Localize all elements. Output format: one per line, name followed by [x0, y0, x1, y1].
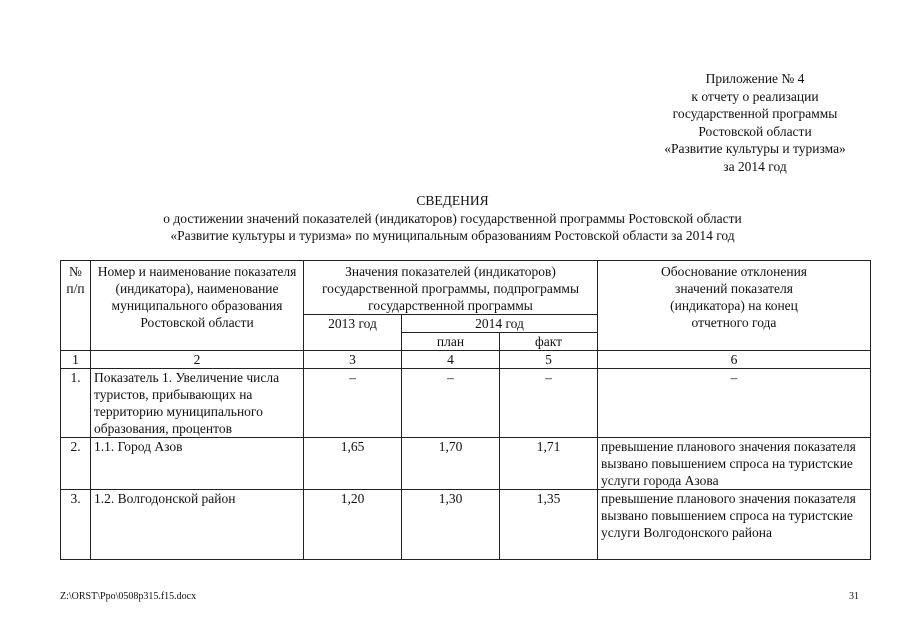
header-values: Значения показателей (индикаторов) государственной программы, подпрограммы государственной программы [304, 261, 598, 315]
indicators-table [60, 260, 871, 560]
footer-file-path: Z:\ORST\Ppo\0508p315.f15.docx [60, 591, 197, 602]
row-num: 2. [61, 438, 91, 490]
column-number-row [61, 351, 871, 369]
appendix-block [620, 70, 890, 176]
row-plan: 1,30 [402, 490, 500, 560]
table-header-row [61, 261, 871, 315]
row-reason: – [598, 369, 871, 438]
header-plan: план [402, 333, 500, 351]
row-name: 1.2. Волгодонской район [91, 490, 304, 560]
header-name: Номер и наименование показателя (индикатора), наименование муниципального образования Ростовской области [91, 261, 304, 351]
row-num: 1. [61, 369, 91, 438]
row-fact: – [500, 369, 598, 438]
row-plan: 1,70 [402, 438, 500, 490]
heading-line-2: «Развитие культуры и туризма» по муниципальным образованиям Ростовской области за 2014 год [170, 228, 735, 244]
heading-line-1: о достижении значений показателей (индикаторов) государственной программы Ростовской области [163, 210, 742, 226]
header-reason: Обоснование отклонения значений показателя (индикатора) на конец отчетного года [598, 261, 871, 351]
column-number: 6 [598, 351, 871, 369]
table-row [61, 369, 871, 438]
document-heading [0, 192, 905, 245]
header-2014: 2014 год [402, 315, 598, 333]
row-2013: – [304, 369, 402, 438]
row-fact: 1,71 [500, 438, 598, 490]
row-name: 1.1. Город Азов [91, 438, 304, 490]
row-plan: – [402, 369, 500, 438]
row-reason: превышение планового значения показателя вызвано повышением спроса на туристские услуги Волгодонского района [598, 490, 871, 560]
appendix-line: за 2014 год [723, 158, 787, 174]
column-number: 4 [402, 351, 500, 369]
column-number: 1 [61, 351, 91, 369]
appendix-line: Ростовской области [698, 123, 812, 139]
appendix-line: «Развитие культуры и туризма» [664, 141, 846, 157]
column-number: 3 [304, 351, 402, 369]
table-row [61, 490, 871, 560]
appendix-line: государственной программы [672, 106, 838, 122]
row-reason: превышение планового значения показателя вызвано повышением спроса на туристские услуги города Азова [598, 438, 871, 490]
appendix-line: к отчету о реализации [691, 88, 819, 104]
row-2013: 1,20 [304, 490, 402, 560]
row-fact: 1,35 [500, 490, 598, 560]
footer-page-number: 31 [849, 591, 859, 602]
appendix-line: Приложение № 4 [705, 71, 805, 86]
column-number: 2 [91, 351, 304, 369]
heading-title: СВЕДЕНИЯ [416, 193, 489, 208]
header-fact: факт [500, 333, 598, 351]
row-name: Показатель 1. Увеличение числа туристов, прибывающих на территорию муниципального образования, процентов [91, 369, 304, 438]
row-2013: 1,65 [304, 438, 402, 490]
table-row [61, 438, 871, 490]
header-2013: 2013 год [304, 315, 402, 351]
column-number: 5 [500, 351, 598, 369]
header-num: № п/п [61, 261, 91, 351]
row-num: 3. [61, 490, 91, 560]
